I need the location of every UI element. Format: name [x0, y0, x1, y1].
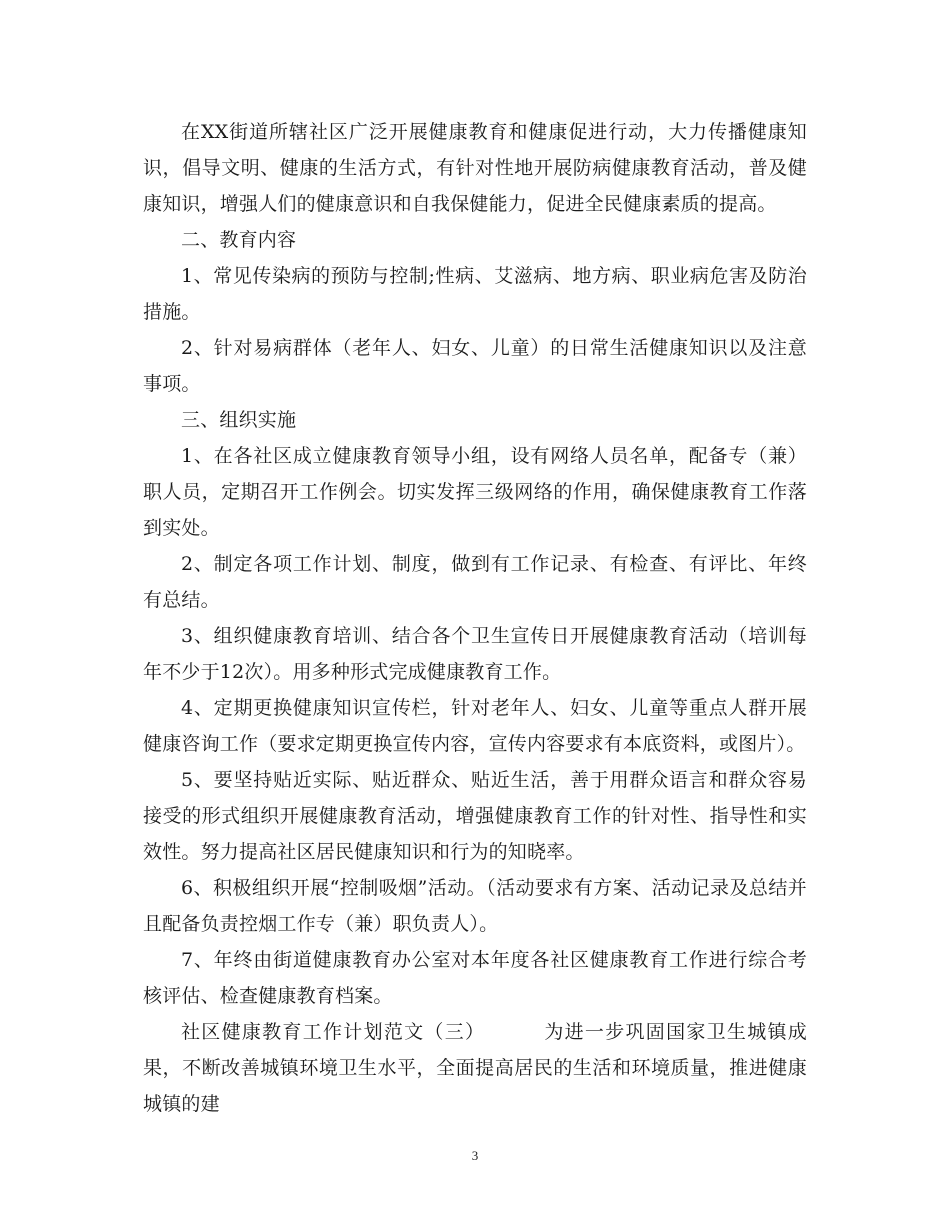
- paragraph-item: 5、要坚持贴近实际、贴近群众、贴近生活，善于用群众语言和群众容易接受的形式组织开展健康教育活动，增强健康教育工作的针对性、指导性和实效性。努力提高社区居民健康知识和行为的知晓率。: [143, 769, 807, 863]
- paragraph-item: 3、组织健康教育培训、结合各个卫生宣传日开展健康教育活动（培训每年不少于12次）。用多种形式完成健康教育工作。: [143, 625, 807, 683]
- paragraph-plan-three: [143, 1014, 807, 1122]
- paragraph-item: 1、常见传染病的预防与控制;性病、艾滋病、地方病、职业病危害及防治措施。: [143, 265, 807, 323]
- section-heading-education-content: 二、教育内容: [181, 229, 297, 251]
- document-body: [143, 114, 807, 1122]
- paragraph-item: 1、在各社区成立健康教育领导小组，设有网络人员名单，配备专（兼）职人员，定期召开工作例会。切实发挥三级网络的作用，确保健康教育工作落到实处。: [143, 445, 807, 539]
- paragraph-intro: 在XX街道所辖社区广泛开展健康教育和健康促进行动，大力传播健康知识，倡导文明、健康的生活方式，有针对性地开展防病健康教育活动，普及健康知识，增强人们的健康意识和自我保健能力，促进全民健康素质的提高。: [143, 121, 807, 215]
- paragraph-item: 2、制定各项工作计划、制度，做到有工作记录、有检查、有评比、年终有总结。: [143, 553, 807, 611]
- section-heading-implementation: 三、组织实施: [181, 409, 297, 431]
- paragraph-item: 6、积极组织开展“控制吸烟”活动。（活动要求有方案、活动记录及总结并且配备负责控烟工作专（兼）职负责人）。: [143, 877, 807, 935]
- plan-three-heading: 社区健康教育工作计划范文（三）: [181, 1021, 486, 1043]
- page-number: 3: [471, 1148, 479, 1163]
- paragraph-item: 7、年终由街道健康教育办公室对本年度各社区健康教育工作进行综合考核评估、检查健康教育档案。: [143, 949, 807, 1007]
- paragraph-item: 4、定期更换健康知识宣传栏，针对老年人、妇女、儿童等重点人群开展健康咨询工作（要求定期更换宣传内容，宣传内容要求有本底资料，或图片）。: [143, 697, 807, 755]
- paragraph-item: 2、针对易病群体（老年人、妇女、儿童）的日常生活健康知识以及注意事项。: [143, 337, 807, 395]
- plan-three-body: 为进一步巩固国家卫生城镇成果，不断改善城镇环境卫生水平，全面提高居民的生活和环境质量，推进健康城镇的建: [143, 1021, 807, 1115]
